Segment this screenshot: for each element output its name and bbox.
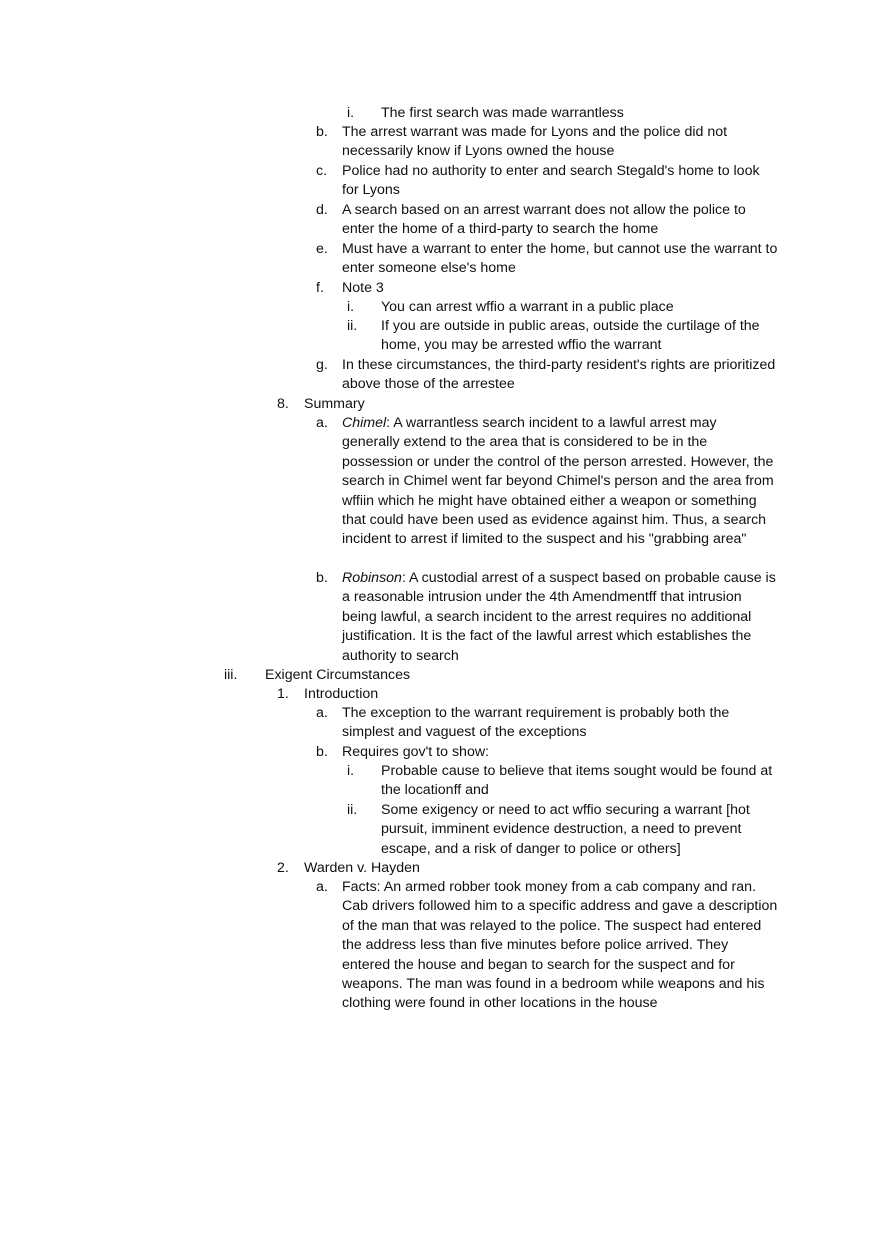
list-text: Requires gov't to show: bbox=[342, 744, 490, 760]
list-marker: i. bbox=[347, 763, 355, 779]
list-marker: a. bbox=[316, 415, 328, 431]
list-marker: f. bbox=[316, 280, 324, 296]
list-text: Must have a warrant to enter the home, but cannot use the warrant to enter someone else's home bbox=[342, 241, 778, 277]
list-text: A search based on an arrest warrant does not allow the police to enter the home of a third-party to search the home bbox=[342, 202, 746, 238]
case-name: Robinson bbox=[342, 570, 402, 586]
list-marker: 1. bbox=[277, 686, 289, 702]
list-text: Summary bbox=[304, 396, 365, 412]
list-text: Note 3 bbox=[342, 280, 384, 296]
list-text: Police had no authority to enter and search Stegald's home to look for Lyons bbox=[342, 163, 760, 199]
list-text: Warden v. Hayden bbox=[304, 860, 420, 876]
list-marker: b. bbox=[316, 570, 328, 586]
case-name: Chimel bbox=[342, 415, 387, 431]
list-text bbox=[342, 414, 778, 550]
list-marker: b. bbox=[316, 124, 328, 140]
list-marker: a. bbox=[316, 705, 328, 721]
list-marker: ii. bbox=[347, 802, 358, 818]
list-marker: i. bbox=[347, 105, 355, 121]
list-marker: b. bbox=[316, 744, 328, 760]
list-marker: d. bbox=[316, 202, 328, 218]
list-marker: g. bbox=[316, 357, 328, 373]
list-text: Exigent Circumstances bbox=[265, 667, 411, 683]
list-marker: 8. bbox=[277, 396, 289, 412]
list-text: The first search was made warrantless bbox=[381, 105, 624, 121]
list-text: The arrest warrant was made for Lyons and the police did not necessarily know if Lyons owned the house bbox=[342, 124, 728, 160]
list-marker: c. bbox=[316, 163, 328, 179]
list-text: Introduction bbox=[304, 686, 379, 702]
list-text: Facts: An armed robber took money from a cab company and ran. Cab drivers followed him to a specific address and gave a description of the man that was relayed to the police. The suspect had entered the address less than five minutes before police arrived. They entered the house and began to search for the suspect and for weapons. The man was found in a bedroom while weapons and his clothing were found in other locations in the house bbox=[342, 879, 778, 1012]
list-marker: a. bbox=[316, 879, 328, 895]
case-holding: : A custodial arrest of a suspect based on probable cause is a reasonable intrusion under the 4th Amendmentff that intrusion being lawful, a search incident to the arrest requires no additional justification. It is the fact of the lawful arrest which establishes the authority to search bbox=[342, 570, 776, 664]
list-text: The exception to the warrant requirement is probably both the simplest and vaguest of the exceptions bbox=[342, 705, 730, 741]
list-marker: ii. bbox=[347, 318, 358, 334]
list-text: Some exigency or need to act wffio securing a warrant [hot pursuit, imminent evidence destruction, a need to prevent escape, and a risk of danger to police or others] bbox=[381, 802, 750, 857]
case-holding: : A warrantless search incident to a lawful arrest may generally extend to the area that is considered to be in the possession or under the control of the person arrested. However, the search in Chimel went far beyond Chimel's person and the area from wffiin which he might have obtained either a weapon or something that could have been used as evidence against him. Thus, a search incident to arrest if limited to the suspect and his "grabbing area" bbox=[342, 415, 774, 548]
list-marker: iii. bbox=[224, 667, 238, 683]
list-marker: 2. bbox=[277, 860, 289, 876]
list-text: You can arrest wffio a warrant in a public place bbox=[381, 299, 674, 315]
list-text: In these circumstances, the third-party resident's rights are prioritized above those of the arrestee bbox=[342, 357, 776, 393]
list-text: Probable cause to believe that items sought would be found at the locationff and bbox=[381, 763, 773, 799]
list-text: If you are outside in public areas, outside the curtilage of the home, you may be arrested wffio the warrant bbox=[381, 318, 760, 354]
list-marker: i. bbox=[347, 299, 355, 315]
list-text bbox=[342, 569, 778, 666]
list-marker: e. bbox=[316, 241, 328, 257]
